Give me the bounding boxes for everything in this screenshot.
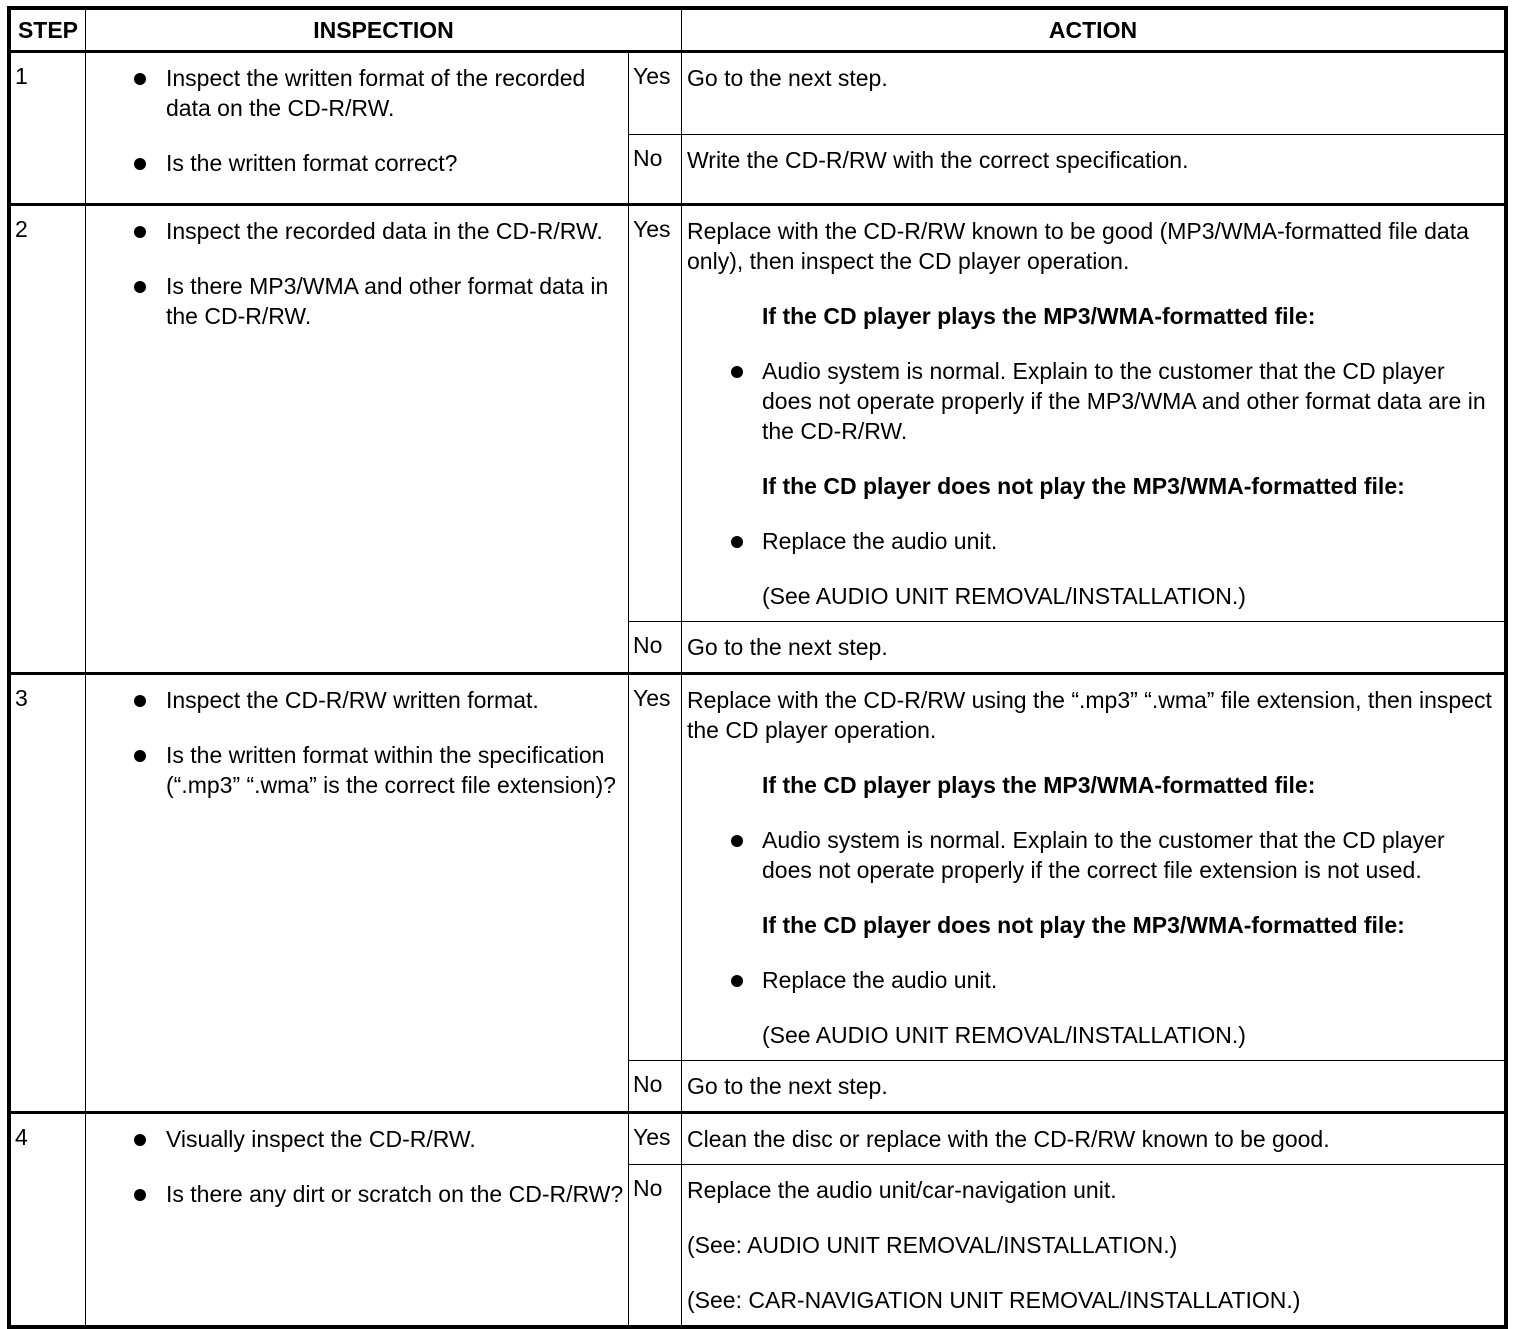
no-action: Go to the next step. <box>682 1061 1507 1113</box>
case-bullet: Replace the audio unit. <box>762 526 1496 556</box>
no-action: Replace the audio unit/car-navigation unit. <box>687 1177 1117 1203</box>
no-label: No <box>629 134 682 204</box>
no-label: No <box>629 1165 682 1328</box>
table-row <box>9 205 1506 622</box>
case-heading: If the CD player does not play the MP3/WMA-formatted file: <box>762 473 1405 499</box>
inspection-question: Is there MP3/WMA and other format data in the CD-R/RW. <box>132 271 628 331</box>
reference-link[interactable]: (See AUDIO UNIT REMOVAL/INSTALLATION.) <box>762 583 1246 609</box>
header-inspection: INSPECTION <box>86 8 682 52</box>
case-bullet: Audio system is normal. Explain to the customer that the CD player does not operate properly if the correct file extension is not used. <box>762 825 1496 885</box>
troubleshooting-table <box>7 6 1508 1329</box>
inspection-cell <box>86 1113 629 1328</box>
no-action-cell <box>682 1165 1507 1328</box>
inspection-question: Is the written format correct? <box>132 148 628 178</box>
yes-label: Yes <box>629 674 682 1061</box>
yes-action: Clean the disc or replace with the CD-R/RW known to be good. <box>682 1113 1507 1165</box>
yes-label: Yes <box>629 1113 682 1165</box>
no-label: No <box>629 1061 682 1113</box>
yes-label: Yes <box>629 52 682 135</box>
table-row <box>9 674 1506 1061</box>
no-action: Go to the next step. <box>682 622 1507 674</box>
yes-action-cell <box>682 674 1507 1061</box>
table-row <box>9 1113 1506 1165</box>
step-number: 3 <box>9 674 86 1113</box>
yes-action: Go to the next step. <box>682 52 1507 135</box>
inspection-cell <box>86 205 629 674</box>
inspection-cell <box>86 674 629 1113</box>
case-heading: If the CD player does not play the MP3/WMA-formatted file: <box>762 912 1405 938</box>
case-heading: If the CD player plays the MP3/WMA-formatted file: <box>762 772 1316 798</box>
step-number: 1 <box>9 52 86 205</box>
inspection-item: Inspect the recorded data in the CD-R/RW. <box>132 216 628 246</box>
yes-label: Yes <box>629 205 682 622</box>
case-heading: If the CD player plays the MP3/WMA-formatted file: <box>762 303 1316 329</box>
inspection-item: Visually inspect the CD-R/RW. <box>132 1124 628 1154</box>
step-number: 4 <box>9 1113 86 1328</box>
reference-link[interactable]: (See AUDIO UNIT REMOVAL/INSTALLATION.) <box>762 1022 1246 1048</box>
case-bullet: Replace the audio unit. <box>762 965 1496 995</box>
yes-action-cell <box>682 205 1507 622</box>
no-action: Write the CD-R/RW with the correct specification. <box>682 134 1507 204</box>
inspection-cell <box>86 52 629 205</box>
reference-link[interactable]: (See: CAR-NAVIGATION UNIT REMOVAL/INSTALLATION.) <box>687 1287 1301 1313</box>
header-step: STEP <box>9 8 86 52</box>
no-label: No <box>629 622 682 674</box>
inspection-item: Inspect the written format of the recorded data on the CD-R/RW. <box>132 63 628 123</box>
header-row <box>9 8 1506 52</box>
reference-link[interactable]: (See: AUDIO UNIT REMOVAL/INSTALLATION.) <box>687 1232 1178 1258</box>
header-action: ACTION <box>682 8 1507 52</box>
step-number: 2 <box>9 205 86 674</box>
case-bullet: Audio system is normal. Explain to the customer that the CD player does not operate properly if the MP3/WMA and other format data are in the CD-R/RW. <box>762 356 1496 446</box>
yes-action: Replace with the CD-R/RW using the “.mp3” “.wma” file extension, then inspect the CD player operation. <box>687 687 1492 743</box>
yes-action: Replace with the CD-R/RW known to be good (MP3/WMA-formatted file data only), then inspect the CD player operation. <box>687 218 1469 274</box>
table-row <box>9 52 1506 135</box>
inspection-question: Is there any dirt or scratch on the CD-R/RW? <box>132 1179 628 1209</box>
inspection-question: Is the written format within the specification (“.mp3” “.wma” is the correct file extension)? <box>132 740 628 800</box>
inspection-item: Inspect the CD-R/RW written format. <box>132 685 628 715</box>
